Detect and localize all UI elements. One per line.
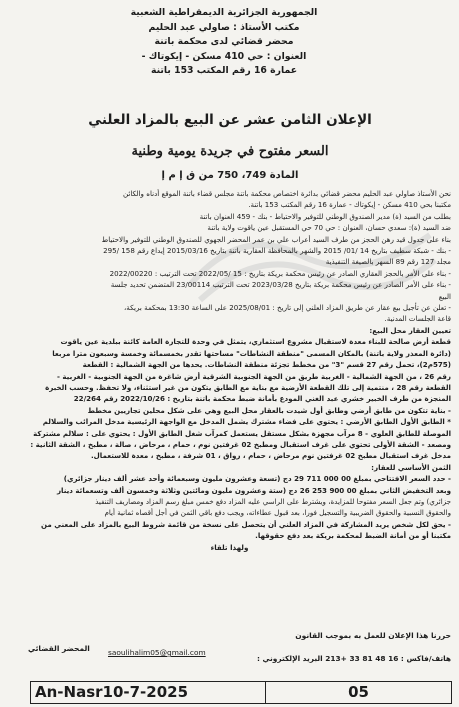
body-line: بطلب من السيد (ة) مدير الصندوق الوطني للتوفير والاحتياط - بنك - 459 العنوان باتنة bbox=[199, 211, 451, 221]
email-link[interactable]: saoulihalim05@gmail.com bbox=[108, 648, 206, 657]
price-line: السعر مفتوح في جريدة يومية وطنية bbox=[131, 144, 329, 159]
header-line-address: العنوان : حي 410 مسكن - إيكوتاك - bbox=[141, 50, 307, 62]
body-line: - بنك - شبكة سطيف بتاريخ 14 /01/ 2015 والشهر بالمحافظة العقارية باتنة بتاريخ 2015/03/16 إيداع رقم 158 /295 bbox=[103, 246, 451, 256]
body-line: قطعة أرض صالحة للبناء معدة لاستقبال مشروع استثماري، يتمثل في وحدة للتجارة العامة كائنة ببلدية عين ياقوت bbox=[60, 337, 451, 347]
signature-caption-right: المحضر القضائي bbox=[28, 644, 90, 653]
header-line-country: الجمهورية الجزائرية الديمقراطية الشعبية bbox=[130, 7, 318, 18]
header-line-office: مكتب الأستاذ : صاولي عبد الحليم bbox=[148, 21, 300, 33]
signature-block bbox=[8, 631, 451, 653]
body-line: - بناء على الأمر الصادر عن رئيس محكمة بريكة بتاريخ 2023/03/28 تحت الترتيب 23/00114 المتضمن تحديد جلسة bbox=[110, 280, 451, 290]
body-line: مدخل غرف استقبال مطبخ 02 غرفتين نوم مرحاض ، حمام ، رواق ، 01 شرفة ، مطبخ ، معدة للاستعمال. bbox=[90, 451, 451, 461]
body-line: البيع bbox=[438, 291, 451, 301]
body-line: ولهذا تلقاء bbox=[210, 542, 249, 552]
phone-fax: هاتف/فاكس : 16 48 81 33 +213 البريد الإلكتروني : bbox=[257, 654, 451, 663]
body-line: * الطابق الأول الطابق الأرضي : يحتوي على فضاء مشترك يشمل المدخل مع الواجهة الرئيسية مدخل المرائب والسلالم bbox=[42, 417, 451, 427]
body-line: - تعلن عن تأجيل بيع عقار عن طريق المزاد العلني إلى تاريخ : 2025/08/01 على الساعة 13:30 بمحكمة بريكة، bbox=[124, 303, 451, 313]
header-line-court: محضر قضائي لدى محكمة باتنة bbox=[154, 36, 294, 47]
body-line: ضد السيد (ة): سعدي حسان، العنوان : حي 70 حي المستقبل عين ياقوت ولاية باتنة bbox=[207, 223, 451, 233]
body-line: المنجزة من طرف الخبير خشري عبد الغني المودع بأمانة ضبط محكمة باتنة بتاريخ : 2022/10/26 رقم 22/264 bbox=[73, 394, 451, 404]
announcement-body bbox=[8, 188, 451, 553]
body-line: - بناية تتكون من طابق أرضي وطابق أول شيدت بالعقار محل البيع وهي على شكل محلين تجاريين مخطط bbox=[87, 405, 451, 415]
body-line: - حدد السعر الافتتاحي بمبلغ 00 000 711 29 دج (تسعة وعشرون مليون وسبعمائة وأحد عشر ألف دينار جزائري) bbox=[63, 474, 451, 484]
body-line: (575م2)، تحمل رقم 27 قسم "3" من مخطط تجزئة منطقة النشاطات. يحدها من الجهة الشمالية : القطعة bbox=[82, 360, 451, 370]
issue-reference: An-Nasr10-7-2025 bbox=[31, 682, 266, 703]
body-line: القطعة رقم 28 ، منتمية إلى تلك القطعة الأرضية مع بناية مع الطابق يتكون من غير استثناء، ولا تحفظ. وحسب الخبرة bbox=[45, 382, 451, 392]
newspaper-footer bbox=[30, 681, 452, 704]
signature-caption-left: حررنا هذا الإعلان للعمل به بموجب القانون bbox=[295, 631, 451, 640]
page-number: 05 bbox=[348, 683, 369, 701]
body-line: مكتبنا أو من أمانة الضبط لمحكمة بريكة بعد دفع حقوقها. bbox=[255, 531, 451, 541]
body-line: نحن الأستاذ صاولي عبد الحليم محضر قضائي بدائرة اختصاص محكمة باتنة مجلس قضاء باتنة الموقع أدناه والكائن bbox=[122, 189, 451, 198]
body-line: رقم 26 ، من الجهة الشمالية - الغربية طريق من الجهة الجنوبية الشرقية أرض شاغرة من الجهة الجنوبية - الغربية - bbox=[56, 371, 451, 381]
body-line: - يحق لكل شخص يريد المشاركة في المزاد العلني أن يتحصل على نسخة من قائمة شروط البيع بالمزاد على المعني من bbox=[41, 519, 451, 529]
body-line: - بناء على الأمر بالحجز العقاري الصادر عن رئيس محكمة بريكة بتاريخ : 15 /2022/05 تحت الترتيب : 2022/00220 bbox=[109, 268, 451, 278]
body-line: الثمن الأساسي للعقار: bbox=[371, 462, 451, 472]
body-line: الموصلة للطابق العلوي - 8 مرآب مجهزة بشكل مستقل يستعمل كمرآب شغل الطابق الأول : يحتوي على : سلالم مشتركة bbox=[33, 428, 451, 438]
body-line: تعيين العقار محل البيع: bbox=[369, 325, 451, 335]
body-line: والحقوق النسبية والحقوق الضريبية والتسجيل فورا، بعد قبول عطاءاته، ويجب دفع باقي الثمن في أجل أقصاه ثمانية أيام bbox=[104, 508, 451, 518]
body-line: وبعد التخفيض الثاني بمبلغ 00 900 253 26 دج (ستة وعشرون مليون ومائتين وثلاثة وخمسون ألف وتسعمائة دينار bbox=[56, 485, 451, 495]
header-line-building: عمارة 16 رقم المكتب 153 باتنة bbox=[150, 65, 298, 76]
body-line: (دائرة المعذر ولاية باتنة) بالمكان المسمى "منطقة النشاطات" مساحتها تقدر بخمسمائة وخمسة وسبعون مترا مربعا bbox=[52, 348, 451, 358]
body-line: قاعة الجلسات المدنية. bbox=[384, 314, 451, 324]
office-header bbox=[99, 6, 349, 79]
body-line: جزائري) وتم جعل السعر مفتوحا للمزايدة، ويشترط على الراسي عليه المزاد دفع خمس مبلغ رسم المزاد ومصاريف التنفيذ bbox=[95, 496, 451, 506]
body-line: ومصعد - الشقة الأولى تحتوي على غرف استقبال ومطبخ 02 غرفتين نوم ، حمام ، مرحاض ، صالة ، مطبخ ، الشقة الثانية : bbox=[30, 439, 451, 449]
body-line: بناء على جدول قيد رهن الحجز من طرف السيد أعراب علي بن عمر المحضر الجهوي للصندوق الوطني للتوفير والاحتياط bbox=[101, 234, 451, 244]
announcement-title: الإعلان الثامن عشر عن البيع بالمزاد العلني bbox=[88, 112, 372, 128]
body-line: مكتبنا بحي 410 مسكن - إيكوتاك - عمارة 16 رقم المكتب 153 باتنة. bbox=[248, 200, 451, 210]
body-line: مجلد 127 رقم 89 السهر بالصيغة التنفيذية bbox=[325, 257, 451, 267]
law-article: المادة 749، 750 من ق إ م إ bbox=[161, 170, 299, 181]
